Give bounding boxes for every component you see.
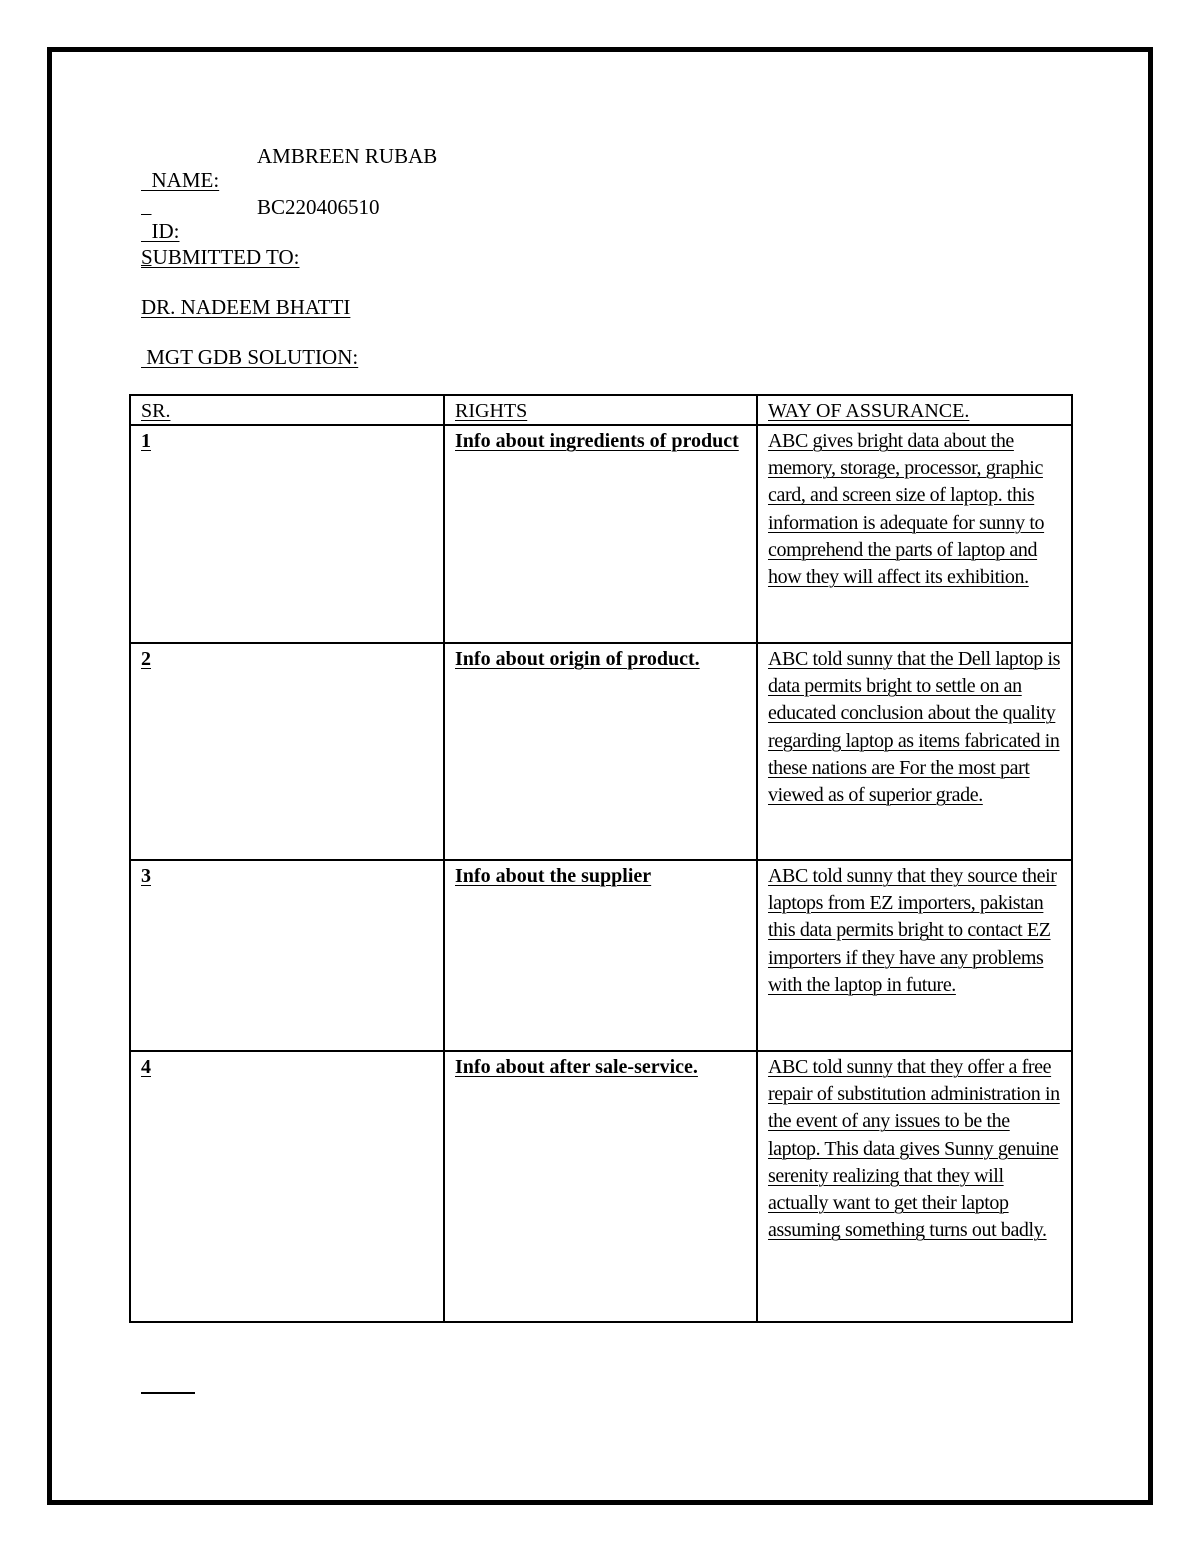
right-cell: Info about origin of product.	[444, 643, 757, 860]
table-row	[130, 1051, 1072, 1322]
right-cell: Info about the supplier	[444, 860, 757, 1051]
footer-rule	[141, 1392, 195, 1394]
table-header-row	[130, 395, 1072, 425]
table-row	[130, 643, 1072, 860]
assurance-cell: ABC told sunny that they source their laptops from EZ importers, pakistan this data permits bright to contact EZ importers if they have any problems with the laptop in future.	[757, 860, 1072, 1051]
sr-cell: 4	[130, 1051, 444, 1322]
id-label: ID:	[151, 219, 180, 243]
sr-cell: 3	[130, 860, 444, 1051]
submitted-to-label: SUBMITTED TO:	[141, 245, 300, 269]
solution-title: MGT GDB SOLUTION:	[141, 345, 359, 369]
instructor-name: DR. NADEEM BHATTI	[141, 295, 351, 319]
assurance-table	[129, 394, 1073, 1323]
sr-cell: 2	[130, 643, 444, 860]
right-cell: Info about after sale-service.	[444, 1051, 757, 1322]
table-row	[130, 860, 1072, 1051]
column-header-assurance: WAY OF ASSURANCE.	[757, 395, 1072, 425]
assurance-cell: ABC gives bright data about the memory, storage, processor, graphic card, and screen size of laptop. this information is adequate for sunny to comprehend the parts of laptop and how they will affect its exhibition.	[757, 425, 1072, 643]
column-header-sr: SR.	[130, 395, 444, 425]
column-header-rights: RIGHTS	[444, 395, 757, 425]
name-value: AMBREEN RUBAB	[257, 144, 438, 168]
name-label: NAME:	[151, 168, 220, 192]
table-row	[130, 425, 1072, 643]
assurance-cell: ABC told sunny that the Dell laptop is data permits bright to settle on an educated conclusion about the quality regarding laptop as items fabricated in these nations are For the most part viewed as of superior grade.	[757, 643, 1072, 860]
right-cell: Info about ingredients of product	[444, 425, 757, 643]
id-value: BC220406510	[257, 195, 380, 219]
sr-cell: 1	[130, 425, 444, 643]
assurance-cell: ABC told sunny that they offer a free repair of substitution administration in the event of any issues to be the laptop. This data gives Sunny genuine serenity realizing that they will actually want to get their laptop assuming something turns out badly.	[757, 1051, 1072, 1322]
